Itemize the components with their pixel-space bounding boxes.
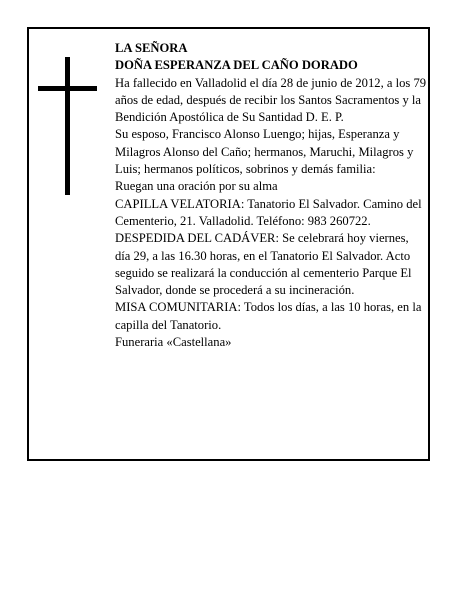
- funeral-home: Funeraria «Castellana»: [115, 335, 232, 350]
- deceased-name: DOÑA ESPERANZA DEL CAÑO DORADO: [115, 58, 358, 73]
- family-list: Su esposo, Francisco Alonso Luengo; hijas, Esperanza y Milagros Alonso del Caño; hermanos, Maruchi, Milagros y Luis; hermanos políticos, sobrinos y demás familia:: [115, 127, 414, 177]
- farewell-info: DESPEDIDA DEL CADÁVER: Se celebrará hoy viernes, día 29, a las 16.30 horas, en el Tanatorio El Salvador. Acto seguido se realizará la conducción al cementerio Parque El Salvador, donde se procederá a su incineración.: [115, 231, 412, 298]
- wake-chapel-info: CAPILLA VELATORIA: Tanatorio El Salvador. Camino del Cementerio, 21. Valladolid. Teléfono: 983 260722.: [115, 196, 422, 228]
- obituary-text: [115, 40, 427, 351]
- mass-info: MISA COMUNITARIA: Todos los días, a las 10 horas, en la capilla del Tanatorio.: [115, 300, 422, 332]
- cross-horizontal-bar: [38, 86, 97, 91]
- death-announcement: Ha fallecido en Valladolid el día 28 de junio de 2012, a los 79 años de edad, después de recibir los Santos Sacramentos y la Bendición Apostólica de Su Santidad D. E. P.: [115, 75, 427, 125]
- obituary-title: LA SEÑORA: [115, 41, 188, 55]
- cross-vertical-bar: [65, 57, 70, 195]
- prayer-request: Ruegan una oración por su alma: [115, 179, 278, 194]
